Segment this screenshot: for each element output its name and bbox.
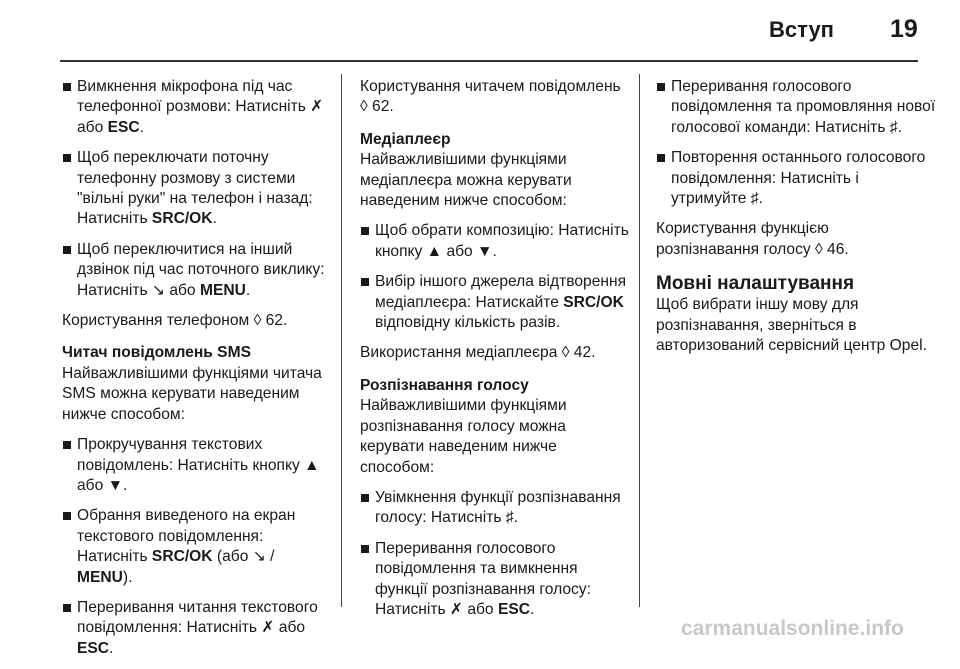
voice-controls-list — [360, 488, 632, 620]
list-item: Щоб переключати поточну телефонну розмову з системи "вільні руки" на телефон і назад: Натисніть SRC/OK. — [62, 148, 332, 230]
list-item: Повторення останнього голосового повідомлення: Натисніть і утримуйте ♯. — [656, 148, 936, 209]
column-2 — [360, 77, 632, 630]
list-item: Вимкнення мікрофона під час телефонної розмови: Натисніть ✗ або ESC. — [62, 77, 332, 138]
media-controls-list — [360, 221, 632, 333]
list-item: Переривання голосового повідомлення та вимкнення функції розпізнавання голосу: Натисніть ✗ або ESC. — [360, 539, 632, 621]
language-text: Щоб вибрати іншу мову для розпізнавання, зверніться в авторизований сервісний центр Opel. — [656, 296, 927, 355]
page-title: Вступ — [769, 17, 834, 42]
column-divider-1 — [341, 74, 342, 607]
voice-heading: Розпізнавання голосу — [360, 376, 529, 394]
list-item: Увімкнення функції розпізнавання голосу: Натисніть ♯. — [360, 488, 632, 529]
list-item: Прокручування текстових повідомлень: Натисніть кнопку ▲ або ▼. — [62, 435, 332, 496]
sms-heading: Читач повідомлень SMS — [62, 344, 251, 362]
column-1 — [62, 77, 332, 669]
voice-reference: Користування функцією розпізнавання голосу ◊ 46. — [656, 220, 849, 258]
mute-icon: ✗ — [449, 600, 463, 618]
voice-icon: ♯ — [505, 509, 514, 527]
src-ok-key: SRC/OK — [151, 210, 213, 228]
language-heading: Мовні налаштування — [656, 273, 855, 295]
voice-icon: ♯ — [889, 118, 898, 136]
phone-icon: ↘ — [151, 281, 165, 299]
list-item: Щоб переключитися на інший дзвінок під час поточного виклику: Натисніть ↘ або MENU. — [62, 240, 332, 301]
menu-key: MENU — [199, 281, 246, 299]
src-ok-key: SRC/OK — [563, 293, 624, 311]
esc-key: ESC — [77, 639, 110, 657]
list-item: Переривання читання текстового повідомлення: Натисніть ✗ або ESC. — [62, 598, 332, 659]
page-header — [0, 0, 960, 60]
header-divider — [60, 60, 918, 62]
column-3 — [656, 77, 936, 366]
page-number: 19 — [890, 15, 918, 43]
sms-controls-list — [62, 435, 332, 659]
esc-key: ESC — [107, 118, 140, 136]
column-divider-2 — [639, 74, 640, 607]
sms-intro: Найважливішими функціями читача SMS можна керувати наведеним нижче способом: — [62, 364, 322, 423]
voice-icon: ♯ — [750, 190, 759, 208]
list-item: Обрання виведеного на екран текстового повідомлення: Натисніть SRC/OK (або ↘ / MENU). — [62, 506, 332, 588]
media-heading: Медіаплеєр — [360, 130, 451, 148]
call-controls-list — [62, 77, 332, 301]
list-item: Переривання голосового повідомлення та промовляння нової голосової команди: Натисніть ♯. — [656, 77, 936, 138]
menu-key: MENU — [77, 568, 123, 586]
media-intro: Найважливішими функціями медіаплеєра можна керувати наведеним нижче способом: — [360, 151, 572, 210]
src-ok-key: SRC/OK — [151, 548, 213, 566]
phone-reference: Користування телефоном ◊ 62. — [62, 312, 288, 330]
mute-icon: ✗ — [310, 98, 324, 116]
esc-key: ESC — [497, 600, 531, 618]
watermark: carmanualsonline.info — [681, 617, 904, 640]
sms-reader-reference: Користування читачем повідомлень ◊ 62. — [360, 78, 621, 116]
list-item: Вибір іншого джерела відтворення медіаплеєра: Натискайте SRC/OK відповідну кількість разів. — [360, 272, 632, 333]
voice-controls-list-continued — [656, 77, 936, 209]
mute-icon: ✗ — [261, 619, 275, 637]
list-item: Щоб обрати композицію: Натисніть кнопку ▲ або ▼. — [360, 221, 632, 262]
media-reference: Використання медіаплеєра ◊ 42. — [360, 344, 596, 362]
phone-icon: ↘ — [252, 548, 266, 566]
voice-intro: Найважливішими функціями розпізнавання голосу можна керувати наведеним нижче способом: — [360, 397, 567, 476]
